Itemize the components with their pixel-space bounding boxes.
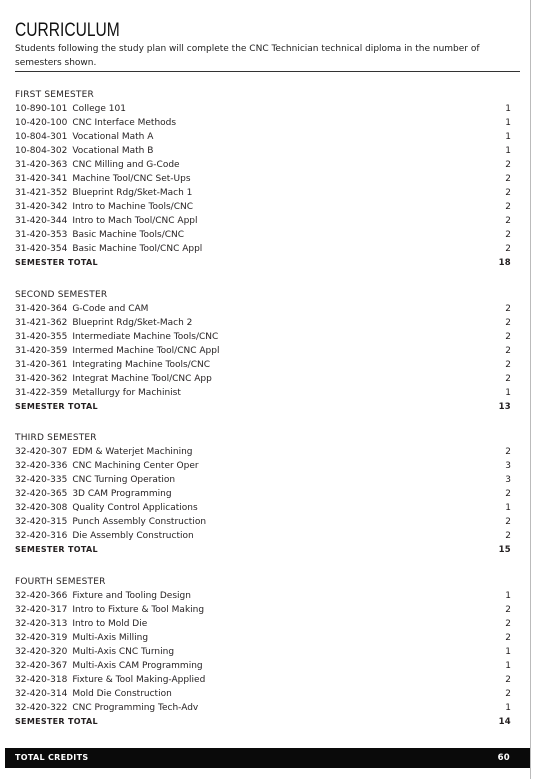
course-row	[15, 372, 511, 386]
page-title: CURRICULUM	[15, 20, 120, 41]
course-credits: 2	[505, 619, 511, 629]
course-row	[15, 144, 511, 158]
course-code: 32-420-317	[15, 605, 68, 615]
course-code: 10-420-100	[15, 118, 68, 128]
course-name: Integrating Machine Tools/CNC	[72, 360, 211, 370]
course-credits: 1	[505, 503, 511, 513]
course-code: 32-420-320	[15, 647, 68, 657]
course-name: Basic Machine Tool/CNC Appl	[72, 244, 203, 254]
course-name: Integrat Machine Tool/CNC App	[72, 374, 212, 384]
course-row	[15, 344, 511, 358]
course-code: 10-804-301	[15, 132, 68, 142]
course-name: Intro to Fixture & Tool Making	[72, 605, 205, 615]
semester-total-value: 18	[498, 258, 511, 268]
course-code: 31-420-355	[15, 332, 68, 342]
course-code: 32-420-308	[15, 503, 68, 513]
course-code: 32-420-307	[15, 447, 68, 457]
course-row	[15, 501, 511, 515]
course-credits: 2	[505, 332, 511, 342]
course-credits: 1	[505, 591, 511, 601]
intro-text: Students following the study plan will complete the CNC Technician technical diploma in the number of semesters shown.	[15, 44, 480, 68]
course-name: Fixture & Tool Making-Applied	[72, 675, 206, 685]
course-name: Multi-Axis Milling	[72, 633, 149, 643]
page-edge-line	[530, 0, 531, 779]
course-code: 32-420-335	[15, 475, 68, 485]
semester-total-label: SEMESTER TOTAL	[15, 402, 98, 411]
course-credits: 1	[505, 146, 511, 156]
semester-total-row	[15, 400, 511, 414]
course-credits: 2	[505, 633, 511, 643]
semester-total-row	[15, 715, 511, 729]
course-credits: 2	[505, 531, 511, 541]
course-credits: 2	[505, 374, 511, 384]
course-code: 10-804-302	[15, 146, 68, 156]
course-row	[15, 358, 511, 372]
course-name: Blueprint Rdg/Sket-Mach 2	[72, 318, 193, 328]
course-code: 31-420-354	[15, 244, 68, 254]
semester-total-row	[15, 543, 511, 557]
course-row	[15, 515, 511, 529]
course-code: 31-420-341	[15, 174, 68, 184]
course-name: Intro to Mold Die	[72, 619, 148, 629]
total-credits-value: 60	[497, 753, 510, 763]
course-name: College 101	[72, 104, 126, 114]
course-row	[15, 302, 511, 316]
course-name: Mold Die Construction	[72, 689, 172, 699]
course-row	[15, 316, 511, 330]
course-name: Quality Control Applications	[72, 503, 198, 513]
course-code: 31-421-362	[15, 318, 68, 328]
course-row	[15, 589, 511, 603]
course-row	[15, 701, 511, 715]
semester-total-label: SEMESTER TOTAL	[15, 258, 98, 267]
course-name: Punch Assembly Construction	[72, 517, 207, 527]
course-credits: 2	[505, 318, 511, 328]
course-code: 10-890-101	[15, 104, 68, 114]
course-code: 31-420-353	[15, 230, 68, 240]
course-credits: 2	[505, 244, 511, 254]
course-row	[15, 200, 511, 214]
course-name: Vocational Math B	[72, 146, 154, 156]
course-credits: 2	[505, 188, 511, 198]
course-name: Vocational Math A	[72, 132, 154, 142]
course-code: 31-420-342	[15, 202, 68, 212]
course-name: Intermed Machine Tool/CNC Appl	[72, 346, 220, 356]
course-name: CNC Turning Operation	[72, 475, 176, 485]
semester-heading: SECOND SEMESTER	[15, 290, 108, 300]
course-row	[15, 459, 511, 473]
course-name: Blueprint Rdg/Sket-Mach 1	[72, 188, 193, 198]
course-credits: 1	[505, 661, 511, 671]
total-credits-label: TOTAL CREDITS	[15, 753, 89, 762]
semester-total-label: SEMESTER TOTAL	[15, 545, 98, 554]
course-credits: 2	[505, 202, 511, 212]
course-credits: 2	[505, 689, 511, 699]
course-row	[15, 687, 511, 701]
semester-total-value: 15	[498, 545, 511, 555]
title-divider	[15, 71, 520, 72]
course-row	[15, 116, 511, 130]
course-row	[15, 102, 511, 116]
course-code: 31-420-362	[15, 374, 68, 384]
course-credits: 2	[505, 360, 511, 370]
course-row	[15, 186, 511, 200]
semester-section-1	[15, 88, 511, 270]
course-name: Intro to Machine Tools/CNC	[72, 202, 194, 212]
course-row	[15, 242, 511, 256]
course-credits: 2	[505, 160, 511, 170]
course-name: CNC Machining Center Oper	[72, 461, 199, 471]
semester-section-4	[15, 575, 511, 729]
course-credits: 3	[505, 475, 511, 485]
course-row	[15, 673, 511, 687]
course-row	[15, 445, 511, 459]
semester-heading: FIRST SEMESTER	[15, 90, 94, 100]
course-credits: 1	[505, 703, 511, 713]
course-credits: 2	[505, 304, 511, 314]
course-row	[15, 645, 511, 659]
semester-heading: THIRD SEMESTER	[15, 433, 97, 443]
course-code: 32-420-318	[15, 675, 68, 685]
semester-heading: FOURTH SEMESTER	[15, 577, 106, 587]
course-code: 32-420-316	[15, 531, 68, 541]
course-code: 31-420-359	[15, 346, 68, 356]
course-credits: 2	[505, 174, 511, 184]
course-row	[15, 130, 511, 144]
course-name: Intermediate Machine Tools/CNC	[72, 332, 219, 342]
course-name: Intro to Mach Tool/CNC Appl	[72, 216, 198, 226]
semester-total-value: 14	[498, 717, 511, 727]
course-code: 31-422-359	[15, 388, 68, 398]
course-row	[15, 487, 511, 501]
course-name: Die Assembly Construction	[72, 531, 194, 541]
course-credits: 2	[505, 447, 511, 457]
course-row	[15, 158, 511, 172]
course-credits: 2	[505, 230, 511, 240]
course-name: Multi-Axis CAM Programming	[72, 661, 203, 671]
course-row	[15, 631, 511, 645]
course-row	[15, 617, 511, 631]
course-credits: 2	[505, 675, 511, 685]
course-credits: 2	[505, 605, 511, 615]
course-code: 31-420-364	[15, 304, 68, 314]
course-credits: 3	[505, 461, 511, 471]
course-code: 32-420-315	[15, 517, 68, 527]
course-credits: 2	[505, 489, 511, 499]
course-credits: 2	[505, 346, 511, 356]
course-code: 32-420-365	[15, 489, 68, 499]
semester-total-row	[15, 256, 511, 270]
course-name: Fixture and Tooling Design	[72, 591, 191, 601]
course-name: EDM & Waterjet Machining	[72, 447, 193, 457]
semester-total-value: 13	[498, 402, 511, 412]
course-code: 32-420-322	[15, 703, 68, 713]
course-code: 31-420-363	[15, 160, 68, 170]
course-credits: 1	[505, 132, 511, 142]
course-row	[15, 330, 511, 344]
course-name: CNC Milling and G-Code	[72, 160, 180, 170]
course-code: 32-420-313	[15, 619, 68, 629]
course-credits: 1	[505, 104, 511, 114]
course-code: 31-420-361	[15, 360, 68, 370]
course-row	[15, 603, 511, 617]
course-credits: 1	[505, 388, 511, 398]
course-credits: 2	[505, 517, 511, 527]
course-code: 31-421-352	[15, 188, 68, 198]
course-name: Multi-Axis CNC Turning	[72, 647, 175, 657]
course-row	[15, 473, 511, 487]
course-name: Metallurgy for Machinist	[72, 388, 181, 398]
semester-section-3	[15, 431, 511, 557]
course-code: 32-420-319	[15, 633, 68, 643]
course-name: CNC Interface Methods	[72, 118, 177, 128]
total-credits-bar	[5, 748, 530, 768]
course-row	[15, 172, 511, 186]
course-row	[15, 659, 511, 673]
course-code: 32-420-366	[15, 591, 68, 601]
course-code: 31-420-344	[15, 216, 68, 226]
course-code: 32-420-336	[15, 461, 68, 471]
course-name: Machine Tool/CNC Set-Ups	[72, 174, 191, 184]
course-name: 3D CAM Programming	[72, 489, 172, 499]
course-name: Basic Machine Tools/CNC	[72, 230, 185, 240]
course-credits: 1	[505, 647, 511, 657]
course-name: G-Code and CAM	[72, 304, 149, 314]
semester-section-2	[15, 288, 511, 414]
course-code: 32-420-314	[15, 689, 68, 699]
course-row	[15, 529, 511, 543]
course-code: 32-420-367	[15, 661, 68, 671]
course-row	[15, 228, 511, 242]
course-row	[15, 386, 511, 400]
course-row	[15, 214, 511, 228]
course-name: CNC Programming Tech-Adv	[72, 703, 199, 713]
course-credits: 1	[505, 118, 511, 128]
course-credits: 2	[505, 216, 511, 226]
semester-total-label: SEMESTER TOTAL	[15, 717, 98, 726]
